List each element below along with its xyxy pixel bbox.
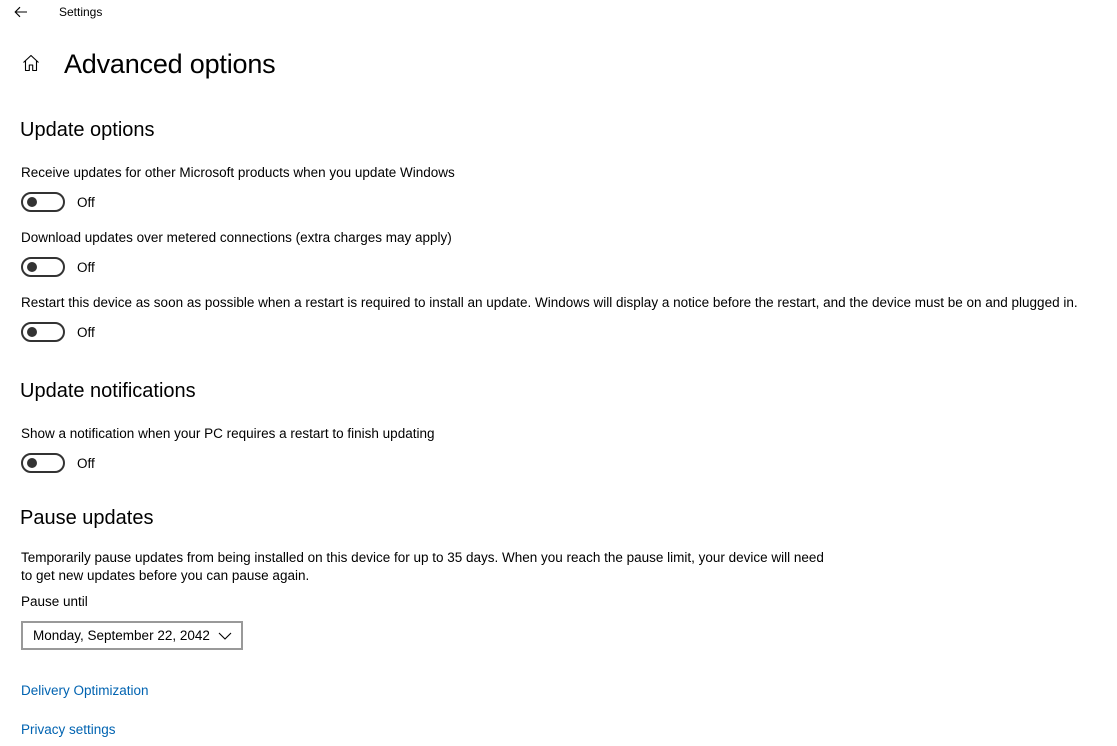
privacy-settings-link[interactable]: Privacy settings — [21, 722, 116, 737]
toggle-knob — [27, 197, 37, 207]
page-title: Advanced options — [64, 49, 276, 79]
title-bar — [0, 0, 1117, 26]
home-icon[interactable] — [20, 52, 42, 74]
toggle-state-label: Off — [77, 324, 95, 340]
toggle-knob — [27, 458, 37, 468]
update-options-heading: Update options — [20, 119, 155, 141]
pause-updates-description: Temporarily pause updates from being installed on this device for up to 35 days. When you reach the pause limit, your device will need to get new updates before you can pause again. — [21, 550, 824, 583]
toggle-state-label: Off — [77, 455, 95, 471]
chevron-down-icon — [217, 628, 233, 644]
pause-until-value: Monday, September 22, 2042 — [33, 628, 210, 643]
back-button[interactable] — [10, 2, 32, 22]
toggle-state-label: Off — [77, 259, 95, 275]
metered-connections-toggle[interactable] — [21, 257, 65, 277]
delivery-optimization-link[interactable]: Delivery Optimization — [21, 683, 149, 698]
restart-asap-toggle[interactable] — [21, 322, 65, 342]
pause-until-dropdown[interactable] — [21, 621, 243, 650]
restart-asap-label: Restart this device as soon as possible when a restart is required to install an update. Windows will display a notice before the restart, and the device must be on and plugged in. — [21, 295, 1078, 310]
update-notifications-heading: Update notifications — [20, 380, 196, 402]
app-title: Settings — [59, 5, 103, 19]
page-header — [20, 49, 276, 79]
receive-updates-label: Receive updates for other Microsoft products when you update Windows — [21, 165, 455, 180]
restart-asap-toggle-row — [21, 321, 95, 343]
restart-notification-label: Show a notification when your PC requires a restart to finish updating — [21, 426, 435, 441]
restart-notification-toggle-row — [21, 452, 95, 474]
metered-connections-toggle-row — [21, 256, 95, 278]
toggle-knob — [27, 327, 37, 337]
toggle-knob — [27, 262, 37, 272]
receive-updates-toggle[interactable] — [21, 192, 65, 212]
pause-until-label: Pause until — [21, 594, 88, 609]
toggle-state-label: Off — [77, 194, 95, 210]
restart-notification-toggle[interactable] — [21, 453, 65, 473]
pause-updates-heading: Pause updates — [20, 507, 154, 529]
back-arrow-icon — [14, 6, 28, 18]
receive-updates-toggle-row — [21, 191, 95, 213]
metered-connections-label: Download updates over metered connections (extra charges may apply) — [21, 230, 452, 245]
